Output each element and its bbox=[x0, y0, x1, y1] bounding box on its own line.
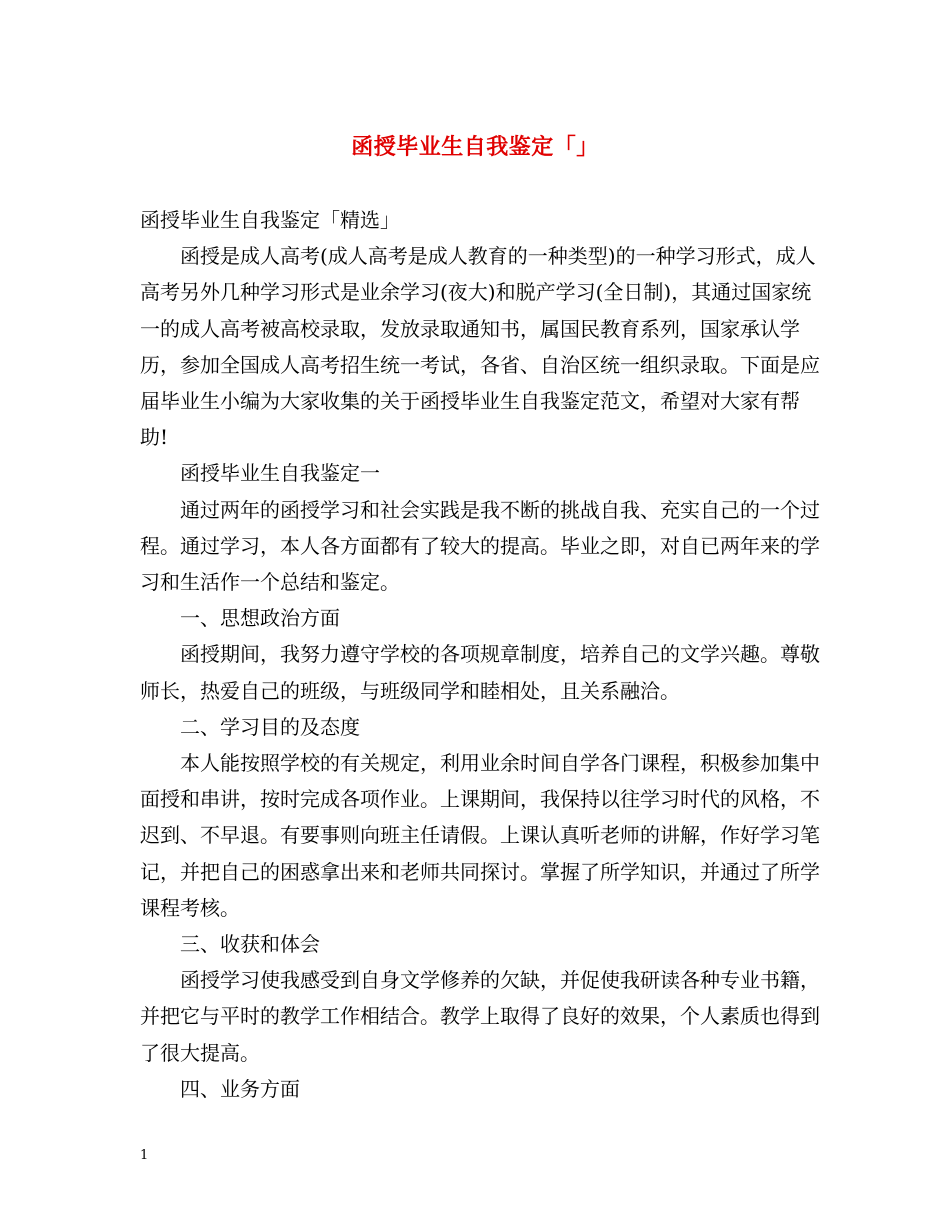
paragraph-study: 本人能按照学校的有关规定，利用业余时间自学各门课程，积极参加集中面授和串讲，按时完成各项作业。上课期间，我保持以往学习时代的风格，不迟到、不早退。有要事则向班主任请假。上课认真听老师的讲解，作好学习笔记，并把自己的困惑拿出来和老师共同探讨。掌握了所学知识，并通过了所学课程考核。 bbox=[140, 751, 820, 920]
document-body bbox=[140, 202, 820, 1107]
paragraph-heading-sample-one: 函授毕业生自我鉴定一 bbox=[180, 461, 380, 486]
paragraph-intro: 函授是成人高考(成人高考是成人教育的一种类型)的一种学习形式，成人高考另外几种学习形式是业余学习(夜大)和脱产学习(全日制)，其通过国家统一的成人高考被高校录取，发放录取通知书，属国民教育系列，国家承认学历，参加全国成人高考招生统一考试，各省、自治区统一组织录取。下面是应届毕业生小编为大家收集的关于函授毕业生自我鉴定范文，希望对大家有帮助! bbox=[140, 244, 820, 450]
paragraph-gains: 函授学习使我感受到自身文学修养的欠缺，并促使我研读各种专业书籍，并把它与平时的教学工作相结合。教学上取得了良好的效果，个人素质也得到了很大提高。 bbox=[140, 968, 820, 1065]
page-number: 1 bbox=[140, 1148, 149, 1163]
section-heading-gains: 三、收获和体会 bbox=[180, 932, 320, 957]
paragraph-overview: 通过两年的函授学习和社会实践是我不断的挑战自我、充实自己的一个过程。通过学习，本人各方面都有了较大的提高。毕业之即，对自已两年来的学习和生活作一个总结和鉴定。 bbox=[140, 497, 820, 595]
paragraph-subtitle: 函授毕业生自我鉴定「精选」 bbox=[140, 208, 400, 232]
section-heading-study: 二、学习目的及态度 bbox=[180, 714, 360, 739]
section-heading-politics: 一、思想政治方面 bbox=[180, 606, 340, 631]
document-title: 函授毕业生自我鉴定「」 bbox=[351, 134, 599, 160]
section-heading-business: 四、业务方面 bbox=[180, 1076, 300, 1101]
paragraph-politics: 函授期间，我努力遵守学校的各项规章制度，培养自己的文学兴趣。尊敬师长，热爱自己的班级，与班级同学和睦相处，且关系融洽。 bbox=[140, 642, 820, 703]
